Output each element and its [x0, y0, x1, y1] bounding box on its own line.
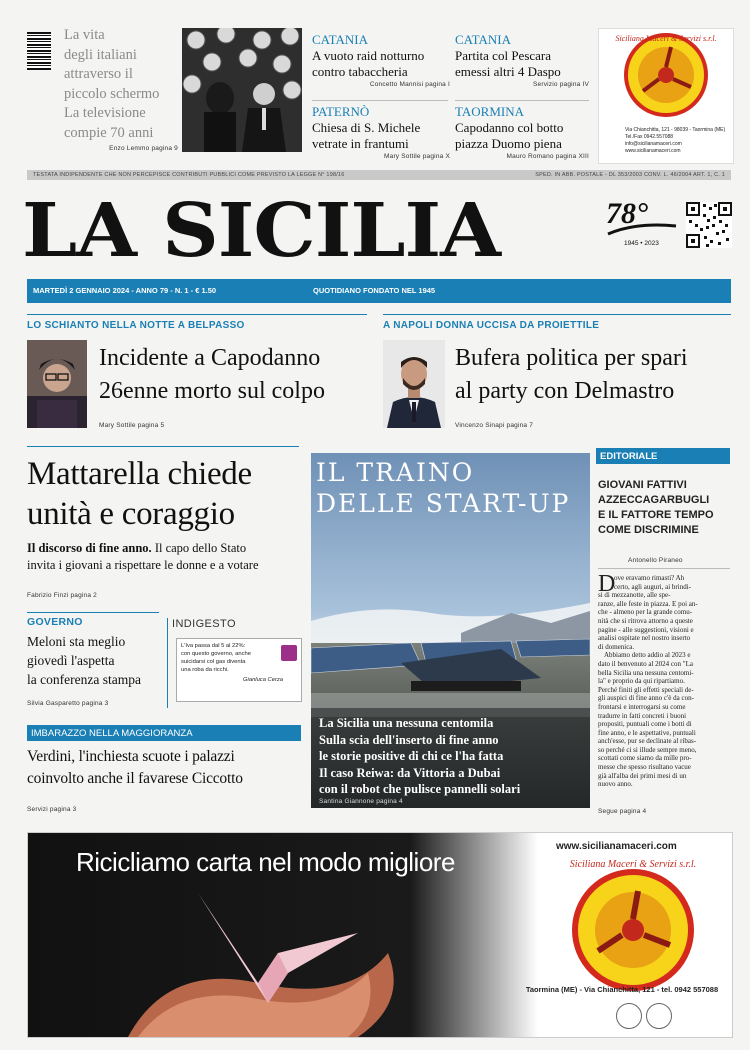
teaser-credit: Mauro Romano pagina XIII [506, 153, 589, 160]
trinacria-logo-icon [558, 855, 708, 1005]
story-kicker: A NAPOLI DONNA UCCISA DA PROIETTILE [383, 320, 600, 331]
teaser-headline: Chiesa di S. Michele [312, 120, 421, 135]
teaser-headline: vetrate in frantumi [312, 136, 409, 151]
indigesto-quote: una roba da ricchi. [181, 667, 229, 673]
startup-line: Il caso Reiwa: da Vittoria a Dubai [319, 765, 501, 780]
story-kicker: GOVERNO [27, 616, 83, 628]
startup-line: con il robot che pulisce pannelli solari [319, 782, 521, 796]
editoriale-text-line: che - almeno per la grande comu- [598, 608, 693, 617]
editoriale-text-line: frontarsi e interrogarsi su come [598, 702, 686, 711]
editoriale-text-line: propositi, puntuali come i botti di [598, 720, 692, 729]
editoriale-text-line: ranze, alle feste in piazza. E poi an- [598, 599, 698, 608]
story-line: la conferenza stampa [27, 672, 141, 687]
ad-url[interactable]: www.sicilianamaceri.com [556, 841, 677, 852]
governo-credit: Silvia Gasparetto pagina 3 [27, 700, 109, 707]
teaser-catania-1[interactable] [312, 32, 450, 88]
story-credit: Vincenzo Sinapi pagina 7 [455, 422, 534, 429]
lead-credit: Fabrizio Finzi pagina 2 [27, 592, 97, 599]
story-napoli[interactable] [383, 314, 731, 438]
story-line: Verdini, l'inchiesta scuote i palazzi [27, 748, 235, 765]
indigesto-icon [281, 645, 297, 661]
editoriale-text-line: anch'esse, pur se declinate al ribas- [598, 737, 697, 746]
ad-line: info@sicilianamaceri.com [625, 141, 682, 147]
tv-feature-teaser[interactable] [64, 26, 182, 143]
editoriale-text-line: messe che spesso risultano vacue [598, 763, 691, 772]
legal-strip [27, 170, 731, 180]
top-advertisement[interactable] [598, 28, 734, 164]
startup-line: La Sicilia una nessuna centomila [319, 716, 494, 730]
date-line: MARTEDÌ 2 GENNAIO 2024 - ANNO 79 - N. 1 - € 1.50 [33, 286, 217, 295]
editoriale-text-line: so perché ci si illude sempre meno, [598, 745, 697, 754]
startup-title: IL TRAINO [316, 458, 475, 487]
tv-line: degli italiani [64, 46, 137, 63]
maggioranza-credit: Servizi pagina 3 [27, 806, 77, 813]
drop-cap: D [598, 571, 616, 597]
editoriale-text-line: tradurre in fatti concreti i buoni [598, 711, 687, 720]
lead-headline: unità e coraggio [27, 496, 235, 532]
editoriale-title[interactable] [598, 478, 732, 538]
editoriale-title-line: GIOVANI FATTIVI [598, 479, 687, 491]
lead-summary: Il capo dello Stato [151, 541, 247, 555]
editoriale-text-line: gli auspici di fine anno c'è da con- [598, 694, 694, 703]
editoriale-body [598, 571, 732, 789]
editoriale-text-line: analisi ospitate nel nostro inserto [598, 634, 691, 643]
logo-brand-text: Siciliana Maceri & Servizi s.r.l. [615, 34, 717, 43]
editoriale-text-line: nità che si ritrova attorno a queste [598, 616, 693, 625]
teaser-headline: Capodanno col botto [455, 120, 564, 135]
teaser-headline: A vuoto raid notturno [312, 48, 425, 63]
editoriale-label: EDITORIALE [600, 451, 658, 462]
editoriale-text-line: pagine - alle suggestioni, visioni e [598, 625, 694, 634]
editoriale-title-line: COME DISCRIMINE [598, 524, 699, 536]
swoosh-icon [606, 222, 678, 236]
story-photo [27, 340, 87, 428]
teaser-credit: Servizio pagina IV [533, 81, 589, 88]
teaser-catania-2[interactable] [455, 32, 589, 88]
teaser-place: CATANIA [312, 32, 369, 47]
trinacria-logo-icon [599, 29, 733, 121]
teaser-place: PATERNÒ [312, 104, 370, 119]
anniversary-number: 78° [606, 197, 648, 230]
editoriale-text-line: bella Sicilia una nessuna centomi- [598, 668, 694, 677]
tv-line: compie 70 anni [64, 124, 154, 141]
tv-line: La televisione [64, 105, 146, 121]
teaser-headline: Partita col Pescara [455, 48, 552, 63]
tv-line: piccolo schermo [64, 85, 160, 102]
editoriale-text-line: Abbiamo detto addio al 2023 e [604, 651, 691, 660]
editoriale-title-line: AZZECCAGARBUGLI [598, 494, 710, 506]
story-line: coinvolto anche il favarese Ciccotto [27, 770, 243, 787]
anniversary-badge [606, 198, 678, 254]
indigesto-signature: Gianluca Cerza [243, 677, 283, 683]
masthead-title[interactable]: LA SICILIA [22, 188, 500, 274]
ad-line: Via Chianchitta, 121 - 98039 - Taormina (ME) [625, 127, 726, 133]
lead-story[interactable] [27, 454, 307, 574]
indigesto-label: INDIGESTO [172, 618, 236, 630]
editoriale-text-line: Perché finiti gli effetti speciali de- [598, 685, 694, 694]
lead-summary: invita i giovani a rispettare le donne e a votare [27, 558, 259, 572]
story-headline: Bufera politica per spari [455, 345, 688, 371]
editoriale-text-line: scottati come siamo da mille pro- [598, 754, 692, 763]
editoriale-text-line: la" e proprio da qui ripartiamo. [598, 677, 685, 686]
maggioranza-bar [27, 725, 301, 741]
startup-title: DELLE START-UP [316, 489, 571, 518]
indigesto-quote: L'Iva passa dal 5 al 22%: [181, 643, 246, 649]
editoriale-author: Antonello Piraneo [628, 557, 683, 564]
editoriale-title-line: E IL FATTORE TEMPO [598, 509, 714, 521]
startup-credit: Santina Giannone pagina 4 [319, 798, 403, 805]
founded-line: QUOTIDIANO FONDATO NEL 1945 [313, 286, 436, 295]
story-credit: Mary Sottile pagina 5 [99, 422, 165, 429]
story-headline: Incidente a Capodanno [99, 345, 321, 371]
anniversary-years: 1945 • 2023 [624, 240, 659, 247]
teaser-taormina[interactable] [455, 104, 589, 160]
startup-line: le storie positive di chi ce l'ha fatta [319, 749, 504, 763]
story-kicker: IMBARAZZO NELLA MAGGIORANZA [31, 728, 193, 739]
tv-line: attraverso il [64, 66, 133, 82]
ad-address: Taormina (ME) - Via Chianchitta, 121 - tel. 0942 557088 [525, 985, 719, 994]
editoriale-text-line: nuovo anno. [598, 780, 633, 789]
startup-line: Sulla scia dell'inserto di fine anno [319, 732, 499, 747]
teaser-credit: Mary Sottile pagina X [384, 153, 450, 160]
indigesto-quote: con questo governo, anche [181, 651, 251, 657]
date-bar [27, 279, 731, 303]
logo-brand-text: Siciliana Maceri & Servizi s.r.l. [569, 859, 697, 870]
bottom-advertisement[interactable] [27, 832, 733, 1038]
ad-slogan: Ricicliamo carta nel modo migliore [76, 847, 455, 877]
teaser-credit: Concetto Mannisi pagina I [369, 81, 450, 88]
qr-code-icon [686, 202, 732, 248]
indigesto-quote: suicidarsi col gas diventa [181, 659, 246, 665]
story-line: giovedì l'aspetta [27, 653, 115, 668]
teaser-headline: emessi altri 4 Daspo [455, 64, 561, 79]
story-belpasso[interactable] [27, 314, 367, 438]
tv-photo [182, 28, 302, 152]
teaser-place: TAORMINA [455, 104, 525, 119]
teaser-place: CATANIA [455, 32, 512, 47]
startup-feature[interactable] [311, 453, 590, 808]
ad-line: www.sicilianamaceri.com [625, 148, 681, 154]
story-kicker: LO SCHIANTO NELLA NOTTE A BELPASSO [27, 320, 245, 331]
legal-right: SPED. IN ABB. POSTALE - DL 353/2003 CONV. L. 46/2004 ART. 1, C. 1 [535, 172, 725, 178]
teaser-headline: piazza Duomo piena [455, 136, 562, 151]
editoriale-text-line: dato il benvenuto al 2024 con "La [598, 659, 693, 668]
editoriale-text-line: fine anno, e le aspettative, puntuali [598, 728, 696, 737]
story-photo [383, 340, 445, 428]
ad-line: Tel./Fax 0942.557088 [625, 134, 674, 140]
story-maggioranza[interactable] [27, 746, 307, 790]
legal-left: TESTATA INDIPENDENTE CHE NON PERCEPISCE CONTRIBUTI PUBBLICI COME PREVISTO LA LEGGE N° 198/16 [33, 172, 345, 178]
editoriale-text-line: certo, agli auguri, ai brindi- [614, 582, 691, 591]
teaser-paterno[interactable] [312, 104, 450, 160]
story-line: Meloni sta meglio [27, 634, 126, 649]
certification-icon [616, 1003, 642, 1029]
editoriale-credit: Segue pagina 4 [598, 808, 647, 815]
editoriale-text-line: già all'alba dei primi mesi di un [598, 771, 687, 780]
tv-credit: Enzo Lemmo pagina 9 [109, 145, 178, 152]
editoriale-text-line: ove eravamo rimasti? Ah [614, 574, 685, 582]
tv-line: La vita [64, 27, 105, 43]
lead-headline: Mattarella chiede [27, 456, 252, 492]
indigesto-box[interactable] [167, 618, 302, 708]
teaser-headline: contro tabaccheria [312, 64, 408, 79]
certification-icon [646, 1003, 672, 1029]
story-governo[interactable] [27, 616, 163, 689]
editoriale-bar [596, 448, 730, 464]
lead-summary-bold: Il discorso di fine anno. [27, 541, 152, 555]
barcode [27, 32, 51, 70]
story-headline: al party con Delmastro [455, 378, 675, 404]
editoriale-text-line: si di mezzanotte, alle spe- [598, 591, 671, 600]
story-headline: 26enne morto sul colpo [99, 378, 325, 404]
editoriale-text-line: di domenica. [598, 642, 635, 651]
